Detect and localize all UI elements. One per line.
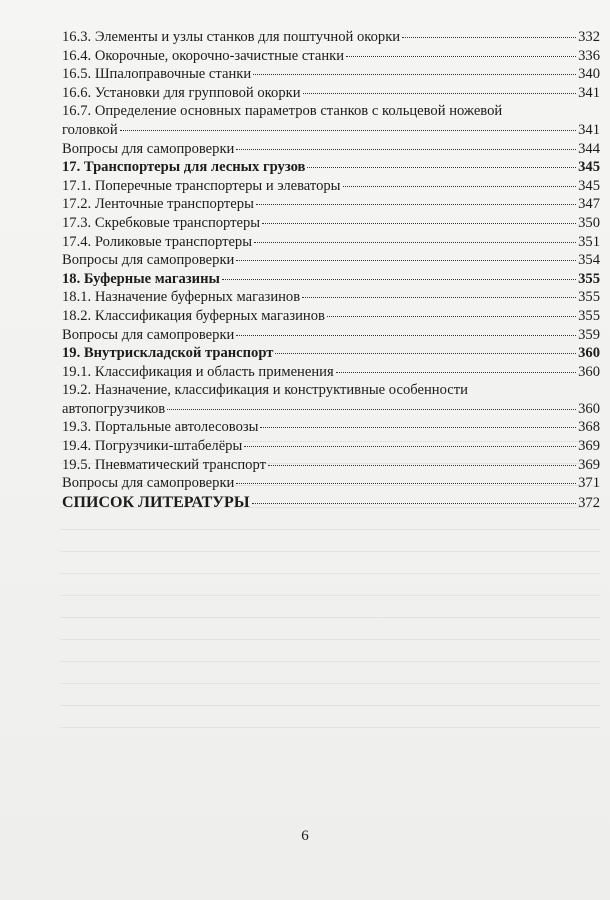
toc-entry [62,65,600,84]
toc-entry [62,47,600,66]
toc-entry [62,102,600,139]
toc-label: 17. Транспортеры для лесных грузов [62,159,306,176]
dot-leader [346,56,576,57]
toc-entry [62,418,600,437]
toc-label: 16.6. Установки для групповой окорки [62,84,301,101]
toc-label: 19.5. Пневматический транспорт [62,456,266,473]
toc-chapter [62,344,600,363]
toc-label: 17.1. Поперечные транспортеры и элеваторы [62,177,341,194]
toc-entry [62,233,600,252]
dot-leader [402,37,576,38]
toc-entry [62,214,600,233]
toc-page-number: 336 [578,47,600,64]
toc-label: Вопросы для самопроверки [62,140,235,157]
toc-page-number: 350 [578,214,600,231]
toc-page-number: 355 [578,270,600,287]
dot-leader [244,446,576,447]
toc-page-number: 369 [578,456,600,473]
toc-entry [62,381,600,418]
toc-entry [62,307,600,326]
dot-leader [336,372,576,373]
toc-page-number: 341 [578,121,600,138]
toc-page-number: 344 [578,140,600,157]
toc-page-number: 340 [578,66,600,83]
toc-entry [62,177,600,196]
toc-label: 16.4. Окорочные, окорочно-зачистные станки [62,47,345,64]
toc-label: 19.4. Погрузчики-штабелёры [62,438,243,455]
dot-leader [256,204,576,205]
toc-page-number: 359 [578,326,600,343]
toc-label: 18.2. Классификация буферных магазинов [62,307,325,324]
toc-entry [62,195,600,214]
toc-page-number: 360 [578,363,600,380]
toc-label: 17.3. Скребковые транспортеры [62,214,261,231]
toc-page-number: 347 [578,196,600,213]
dot-leader [303,93,577,94]
toc-entry [62,28,600,47]
dot-leader [327,316,576,317]
dot-leader [268,465,576,466]
dot-leader [343,186,577,187]
toc-page-number: 369 [578,438,600,455]
toc-label: 17.2. Ленточные транспортеры [62,196,254,213]
dot-leader [120,130,576,131]
toc-page-number: 345 [578,177,600,194]
dot-leader [167,409,576,410]
toc-label-line1: 16.7. Определение основных параметров станков с кольцевой ножевой [62,103,503,120]
toc-label: автопогрузчиков [62,400,166,417]
toc-label: Вопросы для самопроверки [62,475,235,492]
toc-page-number: 372 [578,494,600,511]
toc-page-number: 345 [578,159,600,176]
toc-page-number: 354 [578,252,600,269]
toc-label: Вопросы для самопроверки [62,326,235,343]
dot-leader [222,279,576,280]
toc-bibliography [62,493,600,513]
toc-entry [62,84,600,103]
dot-leader [254,242,576,243]
toc-chapter [62,158,600,177]
dot-leader [275,353,576,354]
dot-leader [302,297,576,298]
toc-label: 19. Внутрискладской транспорт [62,345,274,362]
dot-leader [236,335,576,336]
toc-page-number: 332 [578,29,600,45]
toc-page-number: 355 [578,289,600,306]
toc-entry [62,456,600,475]
toc-entry [62,474,600,493]
toc-label: СПИСОК ЛИТЕРАТУРЫ [62,493,250,511]
dot-leader [260,427,576,428]
dot-leader [236,260,576,261]
toc-page-number: 368 [578,419,600,436]
toc-page-number: 355 [578,307,600,324]
toc-label: 16.5. Шпалоправочные станки [62,66,252,83]
toc-page-number: 351 [578,233,600,250]
table-of-contents [62,28,600,513]
toc-label: 18.1. Назначение буферных магазинов [62,289,301,306]
toc-label: 17.4. Роликовые транспортеры [62,233,253,250]
toc-entry [62,437,600,456]
toc-page-number: 341 [578,84,600,101]
toc-label: Вопросы для самопроверки [62,252,235,269]
dot-leader [307,167,576,168]
toc-entry [62,288,600,307]
dot-leader [253,74,576,75]
toc-page-number: 371 [578,475,600,492]
toc-label: головкой [62,121,118,138]
dot-leader [236,483,576,484]
dot-leader [252,503,577,504]
toc-entry [62,326,600,345]
toc-chapter [62,270,600,289]
toc-page-number: 360 [578,345,600,362]
toc-page-number: 360 [578,400,600,417]
toc-label: 18. Буферные магазины [62,270,220,287]
toc-label: 19.1. Классификация и область применения [62,363,334,380]
dot-leader [262,223,576,224]
toc-label-line1: 19.2. Назначение, классификация и конструктивные особенности [62,382,468,399]
toc-entry [62,363,600,382]
toc-entry [62,140,600,159]
page-number: 6 [301,828,309,844]
toc-label: 16.3. Элементы и узлы станков для поштучной окорки [62,29,401,45]
dot-leader [236,149,576,150]
toc-label: 19.3. Портальные автолесовозы [62,419,259,436]
toc-entry [62,251,600,270]
